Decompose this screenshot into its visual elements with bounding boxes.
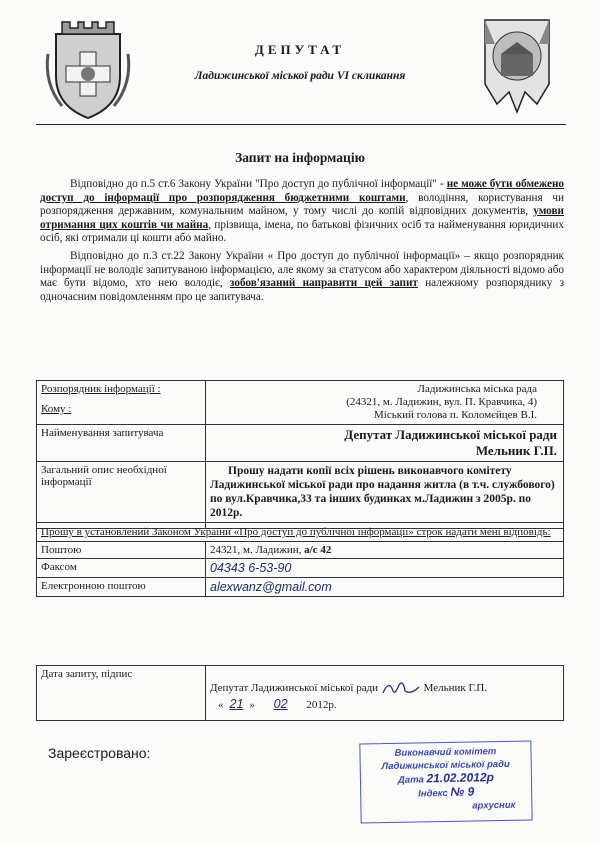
manager-value-2: (24321, м. Ладижин, вул. П. Кравчика, 4) xyxy=(346,396,537,408)
stamp-index-value: № 9 xyxy=(450,784,475,799)
stamp-date-label: Дата xyxy=(397,774,424,786)
header-title: ДЕПУТАТ xyxy=(254,42,346,57)
date-month: 02 xyxy=(273,697,288,711)
header-divider xyxy=(36,124,566,125)
requester-value-2: Мельник Г.П. xyxy=(475,443,557,458)
manager-label-cell xyxy=(37,381,206,425)
city-flag-icon xyxy=(477,14,557,118)
para2-bold-1: зобов'язаний направити цей запит xyxy=(229,277,418,289)
signer-prefix: Депутат Ладижинської міської ради xyxy=(210,682,379,694)
manager-value-cell xyxy=(206,381,564,425)
para1-text-3: , прізвища, імена, по батькові фізичних осіб та найменування юридичних осіб, які отримали ці кошти або майно. xyxy=(40,218,564,244)
signature-icon xyxy=(381,681,421,695)
para2-text-1: Відповідно до п.3 ст.22 Закону України « Про доступ до публічної інформації» – якщо розпорядник інформації не володіє запитуваною інформацією, але якому за статусом або характером діяльності відомо або має бути відомо, хто нею володіє, xyxy=(40,250,564,289)
paragraph-law-art6 xyxy=(40,178,564,246)
request-details-table xyxy=(36,380,564,529)
signer-line xyxy=(210,680,559,696)
city-coat-of-arms-icon xyxy=(42,14,134,124)
para1-text-2: , володіння, користування чи розпорядження державним, комунальним майном, у тому числі до копій відповідних документів, xyxy=(40,191,564,217)
document-title: Запит на інформацію xyxy=(235,150,365,165)
fax-value: 04343 6-53-90 xyxy=(206,559,564,578)
stamp-line-1: Виконавчий комітет xyxy=(394,746,497,759)
header-subtitle: Ладижинської міської ради VI скликання xyxy=(194,70,406,82)
response-request-text: Прошу в установлений Законом України «Про доступ до публічної інформації» строк надати мені відповідь: xyxy=(37,523,564,542)
para1-bold-1: не може бути обмежено доступ до інформації про розпорядження бюджетними коштами xyxy=(40,178,564,204)
manager-value-3: Міський голова п. Коломєйцев В.І. xyxy=(374,409,537,421)
mail-box: а/с 42 xyxy=(304,544,332,556)
manager-value-1: Ладижинська міська рада xyxy=(417,383,537,395)
mail-value: 24321, м. Ладижин, xyxy=(210,544,305,556)
response-method-table xyxy=(36,522,564,597)
manager-label: Розпорядник інформації : xyxy=(41,383,161,395)
mail-value-cell xyxy=(206,542,564,559)
stamp-index-label: Індекс xyxy=(418,787,448,800)
requester-value-1: Депутат Ладижинської міської ради xyxy=(344,427,557,442)
registered-label: Зареєстровано: xyxy=(48,745,151,761)
registration-stamp xyxy=(359,741,532,824)
stamp-line-2: Ладижинської міської ради xyxy=(381,758,510,773)
date-signature-label: Дата запиту, підпис xyxy=(37,666,206,721)
date-year-prefix: 201 xyxy=(306,699,323,711)
date-year-suffix: 2р. xyxy=(322,699,337,711)
para2-text-2: належному розпоряднику з одночасним повідомленням про це запитувача. xyxy=(40,277,564,303)
stamp-date-value: 21.02.2012р xyxy=(426,770,494,786)
paragraph-law-art22 xyxy=(40,250,564,304)
requester-label: Найменування запитувача xyxy=(37,425,206,462)
fax-label: Факсом xyxy=(37,559,206,578)
email-label: Електронною поштою xyxy=(37,578,206,597)
to-label: Кому : xyxy=(41,403,72,415)
signer-name: Мельник Г.П. xyxy=(423,682,488,694)
stamp-archive-row xyxy=(361,799,531,815)
date-line: « 21 » 02 2012р. xyxy=(218,697,337,711)
para1-text-1: Відповідно до п.5 ст.6 Закону України "Про доступ до публічної інформації" - xyxy=(70,178,447,190)
para1-bold-2: умови отримання цих коштів чи майна xyxy=(40,205,564,231)
date-signature-value xyxy=(206,666,564,721)
stamp-archive-label: архусник xyxy=(472,799,516,812)
description-value: Прошу надати копії всіх рішень виконавчого комітету Ладижинської міської ради про надання житла (в т.ч. службового) по вул.Кравчика,33 та інших будинках м.Ладижин з 2005р. по 2012р. xyxy=(206,462,564,529)
date-day: 21 xyxy=(229,697,244,711)
description-label: Загальний опис необхідної інформації xyxy=(37,462,206,529)
date-signature-table xyxy=(36,665,564,721)
requester-value-cell xyxy=(206,425,564,462)
mail-label: Поштою xyxy=(37,542,206,559)
email-value: alexwanz@gmail.com xyxy=(206,578,564,597)
